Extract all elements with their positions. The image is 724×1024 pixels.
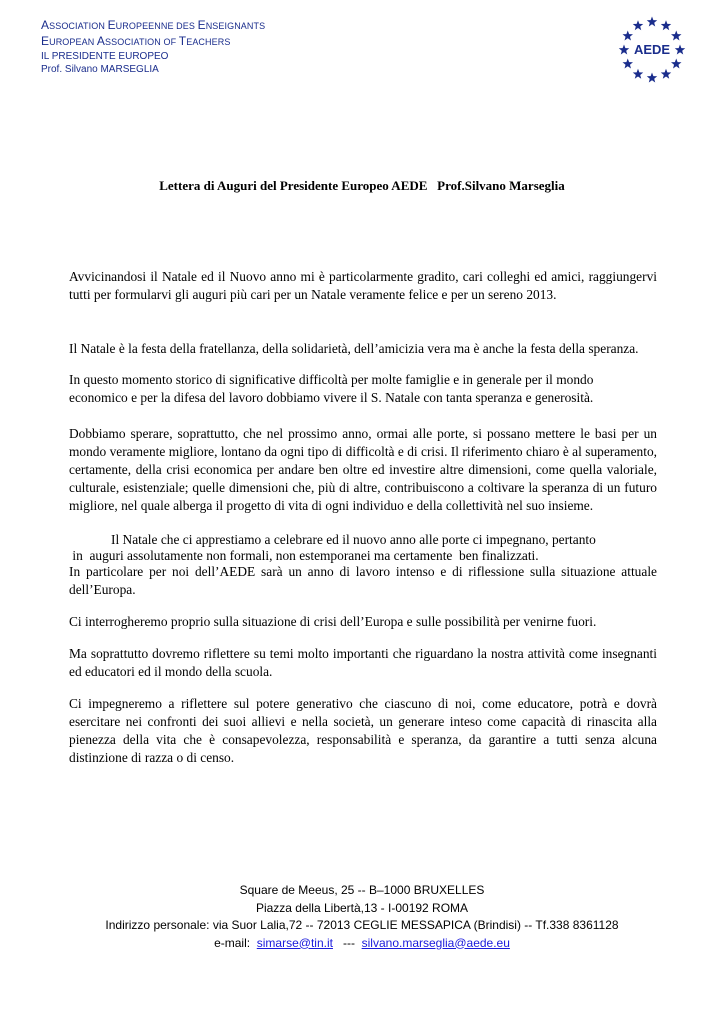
address-brussels: Square de Meeus, 25 -- B–1000 BRUXELLES [239,883,485,897]
paragraph: Dobbiamo sperare, soprattutto, che nel prossimo anno, ormai alle porte, si possano mettere le basi per un mondo veramente migliore, lontano da ogni tipo di difficoltà e di crisi. Il riferimento chiaro è al superamento, certamente, della crisi economica per andare ben oltre ed investire altre dimensioni, come quella valoriale, culturale, esistenziale; quelle dimensioni che, più di altre, contribuiscono a coltivare la speranza di un futuro migliore, nel quale alberga il progetto di vita di ogni individuo e della collettività nel suo insieme. [69,426,657,513]
email-link-aede[interactable]: silvano.marseglia@aede.eu [361,935,510,950]
letterhead [41,18,265,76]
logo-star-icon [661,69,671,79]
paragraph-line: Il Natale che ci apprestiamo a celebrare ed il nuovo anno alle porte ci impegnano, pertanto [111,532,596,547]
email-label: e-mail: [214,935,257,950]
logo-star-icon [619,45,629,55]
logo-star-icon [633,69,643,79]
logo-star-icon [675,45,685,55]
letter-footer [0,882,724,952]
paragraph: Ci impegneremo a riflettere sul potere generativo che ciascuno di noi, come educatore, potrà e dovrà esercitare nei confronti dei suoi allievi e nella società, un generare inteso come capacità di rinascita alla pienezza della vita che è consapevolezza, responsabilità e speranza, da garantire a tutti senza alcuna distinzione di razza o di censo. [69,696,657,765]
logo-star-icon [671,31,681,41]
president-name: Prof. Silvano MARSEGLIA [41,64,159,75]
paragraph-line: economico e per la difesa del lavoro dobbiamo vivere il S. Natale con tanta speranza e generosità. [69,390,594,405]
paragraph: Avvicinandosi il Natale ed il Nuovo anno mi è particolarmente gradito, cari colleghi ed amici, raggiungervi tutti per formularvi gli auguri più cari per un Natale veramente felice e per un sereno 2013. [69,269,657,302]
paragraph: Il Natale è la festa della fratellanza, della solidarietà, dell’amicizia vera ma è anche la festa della speranza. [69,341,639,356]
letter-title: Lettera di Auguri del Presidente Europeo AEDE Prof.Silvano Marseglia [159,178,565,193]
logo-star-icon [623,31,633,41]
logo-star-icon [633,20,643,30]
paragraph: Ci interrogheremo proprio sulla situazione di crisi dell’Europa e sulle possibilità per venirne fuori. [69,614,597,629]
logo-star-icon [661,20,671,30]
paragraph-line: In particolare per noi dell’AEDE sarà un anno di lavoro intenso e di riflessione sulla situazione attuale dell’Europa. [69,564,657,597]
paragraph [69,531,657,599]
logo-star-icon [623,59,633,69]
address-personal: Indirizzo personale: via Suor Lalia,72 -- 72013 CEGLIE MESSAPICA (Brindisi) -- Tf.338 8361128 [105,918,619,932]
email-link-tin[interactable]: simarse@tin.it [256,935,333,950]
logo-star-icon [647,17,657,27]
paragraph [69,371,657,407]
paragraph: Ma soprattutto dovremo riflettere su temi molto importanti che riguardano la nostra attività come insegnanti ed educatori ed il mondo della scuola. [69,646,657,679]
paragraph-line: in auguri assolutamente non formali, non estemporanei ma certamente ben finalizzati. [69,548,539,563]
logo-star-icon [671,59,681,69]
paragraph-line: In questo momento storico di significative difficoltà per molte famiglie e in generale per il mondo [69,372,594,387]
logo-star-icon [647,73,657,83]
email-line [0,935,724,953]
association-name-en: EUROPEAN ASSOCIATION OF TEACHERS [41,34,231,48]
aede-logo-icon [616,14,688,86]
email-separator: --- [332,935,362,950]
association-name-fr: ASSOCIATION EUROPEENNE DES ENSEIGNANTS [41,18,266,32]
logo-text: AEDE [633,42,671,57]
address-rome: Piazza della Libertà,13 - I-00192 ROMA [255,900,469,915]
letter-body [69,268,657,767]
president-role: IL PRESIDENTE EUROPEO [41,51,169,62]
